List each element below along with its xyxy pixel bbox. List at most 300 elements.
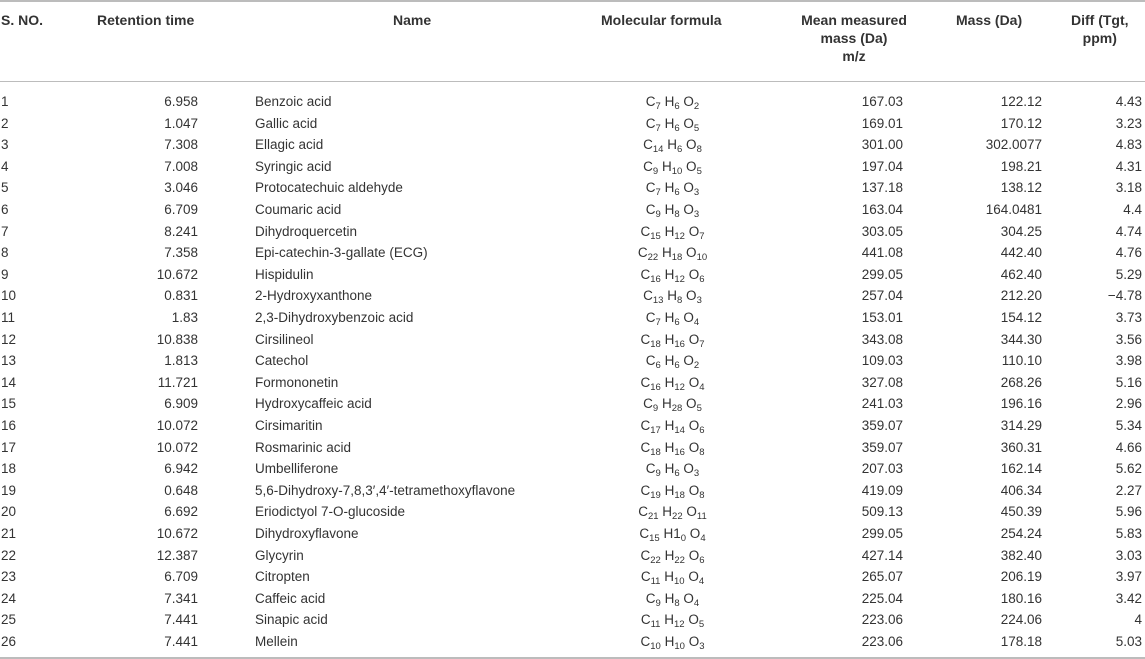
formula-subscript: 22 [650, 554, 661, 566]
cell-diff: 4.83 [1115, 137, 1142, 153]
table-row [0, 480, 1145, 502]
formula-subscript: 7 [655, 101, 661, 112]
cell-mass: 198.21 [1000, 158, 1042, 174]
formula-subscript: 4 [693, 317, 700, 328]
cell-mass: 180.16 [1000, 590, 1042, 606]
cell-mass: 442.40 [1000, 245, 1042, 261]
cell-molecular-formula [580, 332, 765, 348]
formula-element: H [664, 418, 675, 433]
cell-mass: 178.18 [1000, 634, 1042, 649]
formula-subscript: 5 [696, 165, 702, 177]
cell-diff: 3.97 [1115, 569, 1142, 585]
cell-name: Ellagic acid [255, 137, 324, 153]
cell-mass: 138.12 [1000, 180, 1042, 196]
cell-sno: 2 [1, 115, 9, 131]
cell-retention-time: 6.942 [164, 461, 198, 477]
formula-subscript: 16 [674, 338, 685, 350]
formula-element: H [664, 461, 675, 477]
formula-element: O [688, 439, 700, 455]
header-name: Name [393, 12, 432, 28]
formula-element: O [686, 396, 697, 412]
table-row [0, 156, 1145, 178]
cell-mean-measured-mass: 441.08 [861, 245, 903, 261]
formula-subscript: 22 [674, 554, 685, 566]
formula-subscript: 6 [674, 468, 680, 480]
cell-mean-measured-mass: 223.06 [861, 612, 903, 628]
cell-molecular-formula [580, 224, 765, 240]
header-retention-time: Retention time [97, 12, 195, 28]
cell-molecular-formula [580, 504, 765, 523]
cell-diff: 3.18 [1115, 180, 1142, 196]
formula-element: H [664, 223, 675, 239]
formula-element: C [643, 137, 653, 153]
formula-subscript: 6 [655, 360, 661, 372]
cell-name: Dihydroquercetin [255, 223, 358, 239]
cell-mass: 314.29 [1000, 418, 1042, 433]
formula-element: C [640, 331, 651, 347]
cell-mean-measured-mass: 223.06 [861, 634, 903, 649]
formula-subscript: 3 [693, 468, 700, 480]
cell-mean-measured-mass: 359.07 [861, 439, 903, 455]
formula-subscript: 19 [650, 489, 661, 501]
formula-element: O [688, 569, 699, 585]
table-row [0, 285, 1145, 307]
cell-name: Hydroxycaffeic acid [255, 396, 372, 412]
formula-element: C [640, 634, 651, 649]
cell-retention-time: 6.692 [164, 504, 198, 520]
cell-molecular-formula [580, 634, 765, 650]
formula-subscript: 7 [699, 230, 705, 242]
cell-mass: 450.39 [1000, 504, 1042, 520]
cell-sno: 4 [1, 158, 9, 174]
formula-subscript: 6 [699, 554, 705, 566]
formula-element: C [638, 504, 648, 520]
formula-subscript: 22 [672, 511, 683, 523]
formula-subscript: 2 [693, 360, 700, 372]
cell-sno: 16 [1, 418, 17, 433]
cell-molecular-formula [580, 137, 765, 156]
table-row [0, 307, 1145, 329]
cell-diff: 5.34 [1115, 418, 1142, 433]
formula-subscript: 0 [680, 533, 687, 544]
cell-retention-time: 7.341 [164, 590, 198, 606]
formula-subscript: 6 [674, 122, 680, 134]
table-row [0, 501, 1145, 523]
cell-retention-time: 0.831 [164, 288, 198, 304]
cell-molecular-formula [580, 461, 765, 480]
cell-mass: 164.0481 [985, 202, 1042, 217]
formula-element: O [683, 590, 694, 606]
cell-diff: 4.31 [1115, 158, 1142, 174]
cell-name: Protocatechuic aldehyde [255, 180, 403, 196]
cell-retention-time: 7.308 [164, 137, 198, 153]
formula-element: C [645, 202, 656, 217]
cell-name: Cirsilineol [255, 331, 314, 347]
formula-subscript: 21 [647, 511, 659, 523]
header-mean-line2: mass (Da) [820, 30, 888, 46]
formula-element: H [664, 353, 675, 369]
formula-subscript: 14 [674, 425, 685, 436]
cell-name: Hispidulin [255, 266, 314, 282]
formula-element: C [639, 526, 650, 541]
formula-subscript: 9 [655, 468, 661, 480]
cell-molecular-formula [580, 94, 765, 110]
cell-mass: 360.31 [1000, 439, 1042, 455]
cell-retention-time: 6.958 [164, 94, 198, 109]
cell-mass: 462.40 [1000, 266, 1042, 282]
formula-element: H [664, 94, 675, 109]
cell-name: Sinapic acid [255, 612, 328, 628]
cell-mean-measured-mass: 197.04 [861, 158, 903, 174]
cell-name: 5,6-Dihydroxy-7,8,3′,4′-tetramethoxyflavone [255, 482, 516, 498]
cell-retention-time: 10.072 [156, 418, 198, 433]
formula-element: H [664, 331, 675, 347]
formula-subscript: 18 [650, 446, 661, 458]
cell-molecular-formula [580, 310, 765, 326]
cell-mass: 302.0077 [985, 137, 1042, 153]
formula-element: H [664, 266, 675, 282]
cell-molecular-formula [580, 548, 765, 564]
cell-diff: 4.43 [1115, 94, 1142, 109]
cell-mean-measured-mass: 299.05 [861, 526, 903, 541]
cell-retention-time: 1.047 [164, 115, 198, 131]
formula-subscript: 4 [700, 533, 706, 544]
header-sno: S. NO. [1, 12, 44, 28]
formula-subscript: 8 [676, 295, 683, 307]
formula-element: H [664, 547, 675, 563]
formula-subscript: 12 [674, 273, 685, 285]
formula-element: O [688, 612, 699, 628]
cell-sno: 5 [1, 180, 9, 196]
formula-element: H1 [663, 526, 681, 541]
cell-sno: 6 [1, 202, 9, 217]
cell-sno: 3 [1, 137, 9, 153]
table-row [0, 134, 1145, 156]
cell-mean-measured-mass: 265.07 [861, 569, 903, 585]
cell-mass: 196.16 [1000, 396, 1042, 412]
formula-subscript: 6 [699, 273, 705, 285]
cell-diff: 5.29 [1115, 266, 1142, 282]
cell-mean-measured-mass: 169.01 [861, 115, 903, 131]
formula-subscript: 6 [674, 317, 680, 328]
header-mean-line1: Mean measured [801, 12, 907, 28]
cell-mass: 254.24 [1000, 526, 1042, 541]
formula-subscript: 8 [699, 446, 705, 458]
formula-subscript: 22 [647, 252, 659, 264]
formula-subscript: 9 [652, 165, 659, 177]
cell-retention-time: 7.008 [164, 158, 198, 174]
cell-retention-time: 6.709 [164, 202, 198, 217]
formula-element: H [664, 202, 675, 217]
cell-sno: 13 [1, 353, 17, 369]
cell-diff: 5.96 [1115, 504, 1142, 520]
table-row [0, 91, 1145, 113]
cell-retention-time: 10.072 [156, 439, 198, 455]
cell-name: Coumaric acid [255, 202, 342, 217]
cell-mean-measured-mass: 163.04 [861, 202, 903, 217]
cell-molecular-formula [580, 288, 765, 307]
formula-subscript: 12 [674, 381, 685, 393]
formula-element: C [643, 396, 653, 412]
cell-mean-measured-mass: 153.01 [861, 310, 903, 325]
cell-molecular-formula [580, 116, 765, 132]
formula-element: H [664, 590, 675, 606]
cell-retention-time: 7.358 [164, 245, 198, 261]
cell-sno: 18 [1, 461, 17, 477]
formula-element: O [683, 115, 694, 131]
table-row [0, 177, 1145, 199]
header-mean-line3: m/z [842, 48, 866, 64]
cell-retention-time: 10.838 [156, 331, 198, 347]
formula-subscript: 15 [650, 230, 661, 242]
formula-element: C [643, 288, 653, 304]
cell-retention-time: 3.046 [164, 180, 198, 196]
table-top-rule [0, 0, 1145, 2]
cell-retention-time: 10.672 [156, 266, 198, 282]
formula-element: H [661, 396, 672, 412]
cell-name: Catechol [255, 353, 309, 369]
table-row [0, 242, 1145, 264]
cell-mean-measured-mass: 109.03 [861, 353, 903, 369]
cell-retention-time: 7.441 [164, 634, 198, 649]
cell-molecular-formula [580, 418, 765, 434]
formula-element: O [688, 266, 700, 282]
cell-molecular-formula [580, 375, 765, 391]
table-row [0, 566, 1145, 588]
cell-name: Eriodictyol 7-O-glucoside [255, 504, 406, 520]
formula-subscript: 16 [674, 446, 685, 458]
formula-element: C [645, 353, 656, 369]
formula-element: H [664, 115, 675, 131]
formula-element: H [664, 180, 675, 196]
formula-element: C [645, 94, 656, 109]
cell-sno: 20 [1, 504, 17, 520]
cell-diff: 4.4 [1123, 202, 1142, 217]
formula-element: C [637, 245, 648, 261]
cell-sno: 7 [1, 223, 9, 239]
cell-mass: 154.12 [1000, 310, 1042, 325]
cell-mass: 162.14 [1000, 461, 1042, 477]
formula-subscript: 4 [693, 597, 700, 609]
cell-mean-measured-mass: 301.00 [861, 137, 903, 153]
cell-retention-time: 10.672 [156, 526, 198, 541]
cell-molecular-formula [580, 202, 765, 218]
cell-diff: 4.66 [1115, 439, 1142, 455]
cell-sno: 14 [1, 374, 17, 390]
cell-retention-time: 7.441 [164, 612, 198, 628]
formula-element: H [664, 634, 675, 649]
cell-sno: 17 [1, 439, 17, 455]
formula-element: H [664, 569, 674, 585]
formula-element: C [640, 223, 651, 239]
cell-sno: 9 [1, 266, 9, 282]
formula-subscript: 2 [693, 101, 700, 112]
table-row [0, 437, 1145, 459]
cell-mean-measured-mass: 225.04 [861, 590, 903, 606]
cell-diff: 5.03 [1115, 634, 1142, 649]
formula-subscript: 12 [673, 619, 685, 631]
cell-diff: 5.16 [1115, 374, 1142, 390]
cell-mass: 206.19 [1000, 569, 1042, 585]
cell-diff: 2.96 [1115, 396, 1142, 412]
header-diff [1071, 11, 1129, 47]
formula-subscript: 10 [673, 576, 685, 588]
formula-element: C [645, 115, 656, 131]
formula-subscript: 6 [674, 360, 680, 372]
cell-mean-measured-mass: 303.05 [861, 223, 903, 239]
formula-subscript: 7 [655, 122, 661, 134]
formula-subscript: 17 [650, 425, 661, 436]
header-diff-line2: ppm) [1082, 30, 1117, 46]
formula-subscript: 7 [655, 187, 661, 199]
cell-sno: 24 [1, 590, 17, 606]
cell-sno: 1 [1, 94, 9, 109]
formula-subscript: 3 [699, 641, 705, 652]
formula-element: H [667, 137, 677, 153]
table-row [0, 588, 1145, 610]
cell-retention-time: 8.241 [164, 223, 198, 239]
formula-subscript: 13 [652, 295, 664, 307]
formula-subscript: 12 [674, 230, 685, 242]
cell-diff: 4 [1134, 612, 1142, 628]
cell-mass: 268.26 [1000, 374, 1042, 390]
cell-diff: 4.76 [1115, 245, 1142, 261]
formula-subscript: 10 [671, 165, 683, 177]
cell-molecular-formula [580, 526, 765, 542]
cell-mass: 110.10 [1001, 353, 1042, 369]
formula-subscript: 3 [693, 209, 700, 220]
formula-element: H [664, 310, 675, 325]
cell-sno: 26 [1, 634, 17, 649]
formula-element: H [661, 245, 672, 261]
table-row [0, 264, 1145, 286]
formula-element: C [640, 439, 651, 455]
formula-element: O [688, 374, 700, 390]
formula-subscript: 8 [674, 209, 680, 220]
formula-element: H [664, 482, 675, 498]
cell-mass: 170.12 [1000, 115, 1042, 131]
cell-name: Citropten [255, 569, 310, 585]
formula-subscript: 18 [671, 252, 683, 264]
cell-name: Dihydroxyflavone [255, 526, 359, 541]
cell-retention-time: 12.387 [156, 547, 198, 563]
cell-sno: 15 [1, 396, 17, 412]
cell-sno: 22 [1, 547, 17, 563]
cell-molecular-formula [580, 180, 765, 199]
header-mean-measured-mass [780, 11, 928, 65]
formula-element: O [688, 482, 700, 498]
formula-element: O [683, 461, 694, 477]
cell-diff: 5.83 [1115, 526, 1142, 541]
formula-subscript: 9 [652, 403, 659, 415]
table-header-rule [0, 81, 1145, 82]
formula-subscript: 3 [696, 295, 702, 307]
formula-element: C [645, 461, 656, 477]
cell-diff: −4.78 [1107, 288, 1142, 304]
cell-mean-measured-mass: 427.14 [861, 547, 903, 563]
cell-name: 2,3-Dihydroxybenzoic acid [255, 310, 414, 325]
cell-mean-measured-mass: 137.18 [861, 180, 903, 196]
formula-subscript: 5 [698, 619, 705, 631]
table-row [0, 350, 1145, 372]
cell-mean-measured-mass: 241.03 [861, 396, 903, 412]
formula-subscript: 28 [671, 403, 683, 415]
table-row [0, 199, 1145, 221]
cell-sno: 8 [1, 245, 9, 261]
cell-molecular-formula [580, 569, 765, 588]
cell-retention-time: 1.813 [164, 353, 198, 369]
formula-element: H [661, 158, 672, 174]
cell-molecular-formula [580, 440, 765, 456]
formula-element: C [640, 374, 651, 390]
formula-element: C [640, 418, 651, 433]
cell-mass: 122.12 [1000, 94, 1042, 109]
formula-subscript: 11 [650, 619, 661, 631]
cell-name: Formononetin [255, 374, 339, 390]
table-row [0, 609, 1145, 631]
formula-subscript: 8 [674, 597, 680, 609]
formula-subscript: 11 [696, 511, 707, 523]
cell-mass: 382.40 [1000, 547, 1042, 563]
cell-mean-measured-mass: 299.05 [861, 266, 903, 282]
cell-sno: 23 [1, 569, 17, 585]
formula-element: O [683, 180, 694, 196]
formula-element: C [640, 266, 651, 282]
cell-name: Syringic acid [255, 158, 332, 174]
cell-molecular-formula [580, 396, 765, 415]
cell-name: Mellein [255, 634, 298, 649]
cell-sno: 11 [1, 310, 16, 325]
cell-name: Benzoic acid [255, 94, 332, 109]
formula-subscript: 6 [674, 101, 680, 112]
formula-element: C [645, 310, 656, 325]
cell-mass: 304.25 [1000, 223, 1042, 239]
formula-subscript: 11 [650, 576, 661, 588]
cell-mean-measured-mass: 167.03 [861, 94, 903, 109]
cell-mean-measured-mass: 419.09 [861, 482, 903, 498]
cell-name: Gallic acid [255, 115, 318, 131]
header-molecular-formula: Molecular formula [601, 12, 722, 28]
formula-subscript: 10 [674, 641, 685, 652]
cell-mean-measured-mass: 207.03 [861, 461, 903, 477]
cell-mean-measured-mass: 257.04 [861, 288, 903, 304]
cell-mass: 212.20 [1000, 288, 1042, 304]
formula-subscript: 9 [655, 209, 661, 220]
formula-subscript: 18 [674, 489, 685, 501]
table-row [0, 372, 1145, 394]
header-diff-line1: Diff (Tgt, [1071, 12, 1129, 28]
cell-molecular-formula [580, 353, 765, 372]
formula-element: H [664, 439, 675, 455]
formula-subscript: 10 [696, 252, 708, 264]
cell-molecular-formula [580, 245, 765, 264]
formula-element: H [667, 288, 677, 304]
formula-element: H [662, 504, 673, 520]
cell-mean-measured-mass: 343.08 [861, 331, 903, 347]
formula-element: O [683, 94, 694, 109]
formula-element: C [640, 569, 651, 585]
formula-subscript: 6 [676, 144, 683, 156]
cell-diff: 2.27 [1115, 482, 1142, 498]
table-row [0, 329, 1145, 351]
formula-element: H [664, 612, 674, 628]
cell-diff: 3.42 [1115, 590, 1142, 606]
formula-subscript: 5 [693, 122, 700, 134]
cell-diff: 3.03 [1115, 547, 1142, 563]
formula-subscript: 16 [650, 381, 661, 393]
formula-subscript: 6 [699, 425, 705, 436]
formula-element: C [640, 547, 651, 563]
